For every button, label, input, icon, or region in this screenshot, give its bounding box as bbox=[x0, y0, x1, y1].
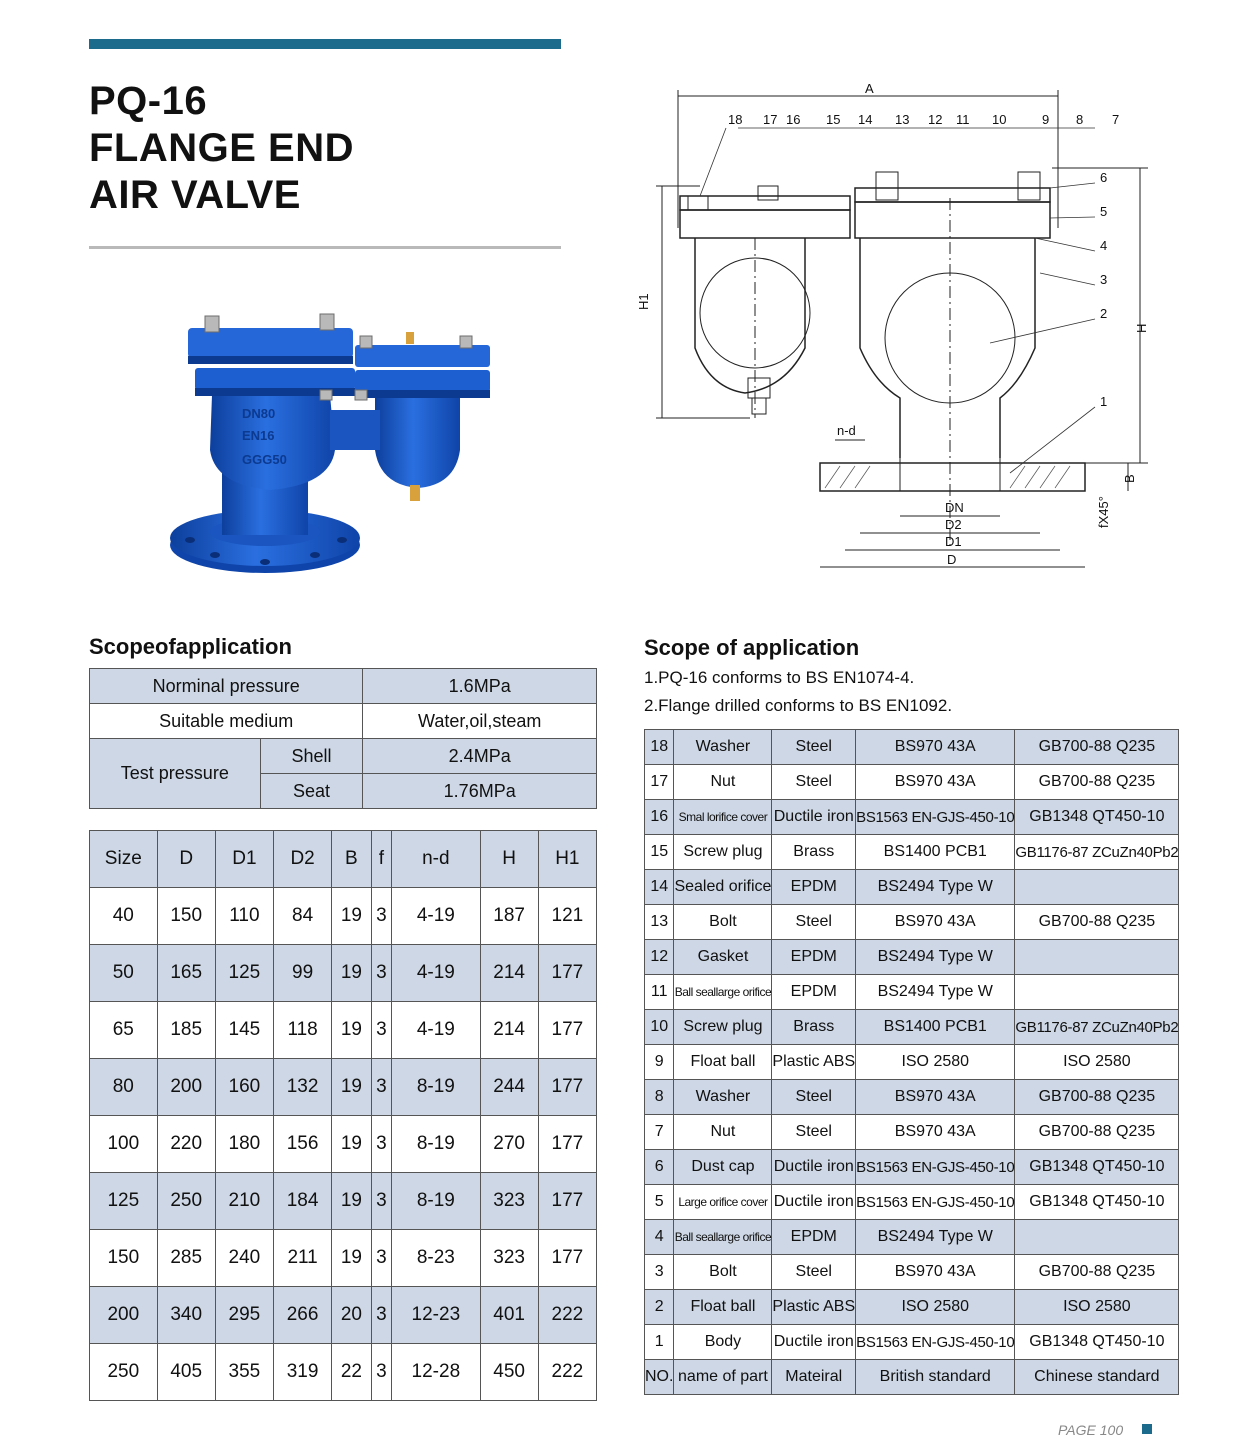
spec-heading: Scopeofapplication bbox=[89, 634, 292, 659]
parts-cell: Ductile iron bbox=[772, 1185, 856, 1220]
shell-value: 2.4MPa bbox=[363, 739, 597, 774]
parts-cell: Large orifice cover bbox=[674, 1185, 772, 1220]
dim-label-b: B bbox=[1122, 474, 1137, 483]
parts-cell: 11 bbox=[645, 975, 674, 1010]
parts-cell: BS970 43A bbox=[856, 1115, 1015, 1150]
dims-row bbox=[90, 888, 597, 945]
parts-cell: Ductile iron bbox=[772, 800, 856, 835]
dims-header-cell: Size bbox=[90, 831, 158, 888]
dims-header-row bbox=[90, 831, 597, 888]
dims-cell: 240 bbox=[215, 1230, 273, 1287]
parts-cell: 7 bbox=[645, 1115, 674, 1150]
parts-row bbox=[645, 1220, 1179, 1255]
parts-row bbox=[645, 1325, 1179, 1360]
dims-cell: 19 bbox=[332, 1059, 371, 1116]
dims-cell: 84 bbox=[273, 888, 331, 945]
dims-cell: 150 bbox=[157, 888, 215, 945]
parts-cell: BS970 43A bbox=[856, 1080, 1015, 1115]
part-label-18: 18 bbox=[728, 112, 743, 127]
dims-cell: 145 bbox=[215, 1002, 273, 1059]
dims-cell: 222 bbox=[538, 1344, 596, 1401]
dims-cell: 8-19 bbox=[392, 1059, 480, 1116]
parts-cell: Steel bbox=[772, 1115, 856, 1150]
dim-label-h1: H1 bbox=[636, 293, 651, 310]
parts-cell: BS1400 PCB1 bbox=[856, 1010, 1015, 1045]
parts-cell: name of part bbox=[674, 1360, 772, 1395]
page-title bbox=[89, 78, 569, 219]
parts-cell: EPDM bbox=[772, 975, 856, 1010]
part-label-13: 13 bbox=[895, 112, 910, 127]
parts-row bbox=[645, 1185, 1179, 1220]
parts-row bbox=[645, 1255, 1179, 1290]
casting-text-3: GGG50 bbox=[242, 452, 287, 467]
parts-table bbox=[644, 729, 1179, 1395]
parts-cell: 13 bbox=[645, 905, 674, 940]
parts-cell: Steel bbox=[772, 1255, 856, 1290]
dim-label-f: fX45° bbox=[1096, 496, 1111, 528]
parts-cell: GB700-88 Q235 bbox=[1015, 765, 1179, 800]
parts-cell: Bolt bbox=[674, 1255, 772, 1290]
dims-header-cell: D bbox=[157, 831, 215, 888]
dims-cell: 125 bbox=[90, 1173, 158, 1230]
parts-row bbox=[645, 730, 1179, 765]
dims-cell: 214 bbox=[480, 945, 538, 1002]
dims-cell: 121 bbox=[538, 888, 596, 945]
dims-cell: 250 bbox=[90, 1344, 158, 1401]
dims-header-cell: H bbox=[480, 831, 538, 888]
dims-cell: 19 bbox=[332, 1002, 371, 1059]
part-label-7: 7 bbox=[1112, 112, 1120, 127]
parts-cell: Brass bbox=[772, 835, 856, 870]
dims-cell: 8-19 bbox=[392, 1116, 480, 1173]
dims-row bbox=[90, 1059, 597, 1116]
parts-cell bbox=[1015, 975, 1179, 1010]
parts-cell: Mateiral bbox=[772, 1360, 856, 1395]
part-label-9: 9 bbox=[1042, 112, 1050, 127]
sectional-drawing bbox=[636, 78, 1160, 578]
parts-cell: Washer bbox=[674, 730, 772, 765]
parts-cell: Washer bbox=[674, 1080, 772, 1115]
dims-cell: 244 bbox=[480, 1059, 538, 1116]
part-label-14: 14 bbox=[858, 112, 873, 127]
dims-cell: 4-19 bbox=[392, 945, 480, 1002]
parts-cell: EPDM bbox=[772, 1220, 856, 1255]
dims-row bbox=[90, 1173, 597, 1230]
dims-cell: 210 bbox=[215, 1173, 273, 1230]
parts-cell: GB1348 QT450-10 bbox=[1015, 800, 1179, 835]
parts-cell: Body bbox=[674, 1325, 772, 1360]
dims-cell: 118 bbox=[273, 1002, 331, 1059]
dims-cell: 187 bbox=[480, 888, 538, 945]
parts-cell: BS1563 EN-GJS-450-10 bbox=[856, 1325, 1015, 1360]
parts-cell: BS1563 EN-GJS-450-10 bbox=[856, 1185, 1015, 1220]
part-label-4: 4 bbox=[1100, 238, 1108, 253]
parts-cell: GB1176-87 ZCuZn40Pb2 bbox=[1015, 835, 1179, 870]
parts-cell: Ductile iron bbox=[772, 1325, 856, 1360]
parts-row bbox=[645, 765, 1179, 800]
parts-cell: Steel bbox=[772, 1080, 856, 1115]
part-label-10: 10 bbox=[992, 112, 1007, 127]
dims-cell: 8-19 bbox=[392, 1173, 480, 1230]
parts-cell: ISO 2580 bbox=[856, 1045, 1015, 1080]
title-line-2: FLANGE END bbox=[89, 126, 354, 170]
parts-cell: 17 bbox=[645, 765, 674, 800]
parts-row bbox=[645, 1150, 1179, 1185]
dims-cell: 3 bbox=[371, 1287, 392, 1344]
page-number: PAGE 100 bbox=[1058, 1422, 1124, 1438]
scope-line-2: 2.Flange drilled conforms to BS EN1092. bbox=[644, 696, 953, 715]
scope-line-1: 1.PQ-16 conforms to BS EN1074-4. bbox=[644, 668, 915, 687]
part-label-6: 6 bbox=[1100, 170, 1108, 185]
parts-cell: GB700-88 Q235 bbox=[1015, 1080, 1179, 1115]
parts-cell: BS2494 Type W bbox=[856, 975, 1015, 1010]
parts-cell: Steel bbox=[772, 905, 856, 940]
parts-cell: 10 bbox=[645, 1010, 674, 1045]
scope-heading: Scope of application bbox=[644, 635, 860, 660]
dims-cell: 450 bbox=[480, 1344, 538, 1401]
nominal-pressure-value: 1.6MPa bbox=[363, 669, 597, 704]
part-label-12: 12 bbox=[928, 112, 943, 127]
dims-cell: 3 bbox=[371, 1173, 392, 1230]
dims-cell: 20 bbox=[332, 1287, 371, 1344]
parts-cell: ISO 2580 bbox=[856, 1290, 1015, 1325]
parts-cell: 15 bbox=[645, 835, 674, 870]
parts-cell: 12 bbox=[645, 940, 674, 975]
parts-cell: Nut bbox=[674, 765, 772, 800]
dims-cell: 177 bbox=[538, 1002, 596, 1059]
seat-label: Seat bbox=[260, 774, 363, 809]
dims-cell: 214 bbox=[480, 1002, 538, 1059]
parts-cell: GB1348 QT450-10 bbox=[1015, 1325, 1179, 1360]
dims-cell: 177 bbox=[538, 1116, 596, 1173]
dims-header-cell: f bbox=[371, 831, 392, 888]
dims-cell: 3 bbox=[371, 1059, 392, 1116]
dims-cell: 405 bbox=[157, 1344, 215, 1401]
dims-cell: 285 bbox=[157, 1230, 215, 1287]
seat-value: 1.76MPa bbox=[363, 774, 597, 809]
dims-cell: 22 bbox=[332, 1344, 371, 1401]
dims-cell: 19 bbox=[332, 1230, 371, 1287]
part-label-2: 2 bbox=[1100, 306, 1108, 321]
parts-cell: BS1563 EN-GJS-450-10 bbox=[856, 800, 1015, 835]
title-line-1: PQ-16 bbox=[89, 79, 208, 123]
parts-cell: GB700-88 Q235 bbox=[1015, 1115, 1179, 1150]
test-pressure-label: Test pressure bbox=[90, 739, 261, 809]
part-label-1: 1 bbox=[1100, 394, 1108, 409]
parts-cell: NO. bbox=[645, 1360, 674, 1395]
parts-cell: Ball seallarge orifice bbox=[674, 975, 772, 1010]
dims-cell: 295 bbox=[215, 1287, 273, 1344]
dims-row bbox=[90, 1287, 597, 1344]
dims-cell: 156 bbox=[273, 1116, 331, 1173]
dims-cell: 19 bbox=[332, 888, 371, 945]
parts-cell: Plastic ABS bbox=[772, 1045, 856, 1080]
parts-cell: 6 bbox=[645, 1150, 674, 1185]
dims-cell: 266 bbox=[273, 1287, 331, 1344]
dims-cell: 160 bbox=[215, 1059, 273, 1116]
dims-cell: 270 bbox=[480, 1116, 538, 1173]
dims-cell: 19 bbox=[332, 1173, 371, 1230]
dim-label-d2: D2 bbox=[945, 517, 962, 532]
dim-label-h: H bbox=[1134, 323, 1149, 333]
parts-cell: GB700-88 Q235 bbox=[1015, 905, 1179, 940]
dims-row bbox=[90, 1230, 597, 1287]
parts-cell: 14 bbox=[645, 870, 674, 905]
dims-cell: 150 bbox=[90, 1230, 158, 1287]
parts-row bbox=[645, 800, 1179, 835]
parts-row bbox=[645, 870, 1179, 905]
dims-cell: 3 bbox=[371, 888, 392, 945]
dims-cell: 19 bbox=[332, 1116, 371, 1173]
parts-row bbox=[645, 975, 1179, 1010]
parts-cell: Steel bbox=[772, 730, 856, 765]
dims-cell: 100 bbox=[90, 1116, 158, 1173]
parts-cell: GB1348 QT450-10 bbox=[1015, 1185, 1179, 1220]
dims-cell: 65 bbox=[90, 1002, 158, 1059]
dims-cell: 12-23 bbox=[392, 1287, 480, 1344]
dims-cell: 4-19 bbox=[392, 1002, 480, 1059]
footer-marker bbox=[1142, 1424, 1152, 1434]
parts-cell: Dust cap bbox=[674, 1150, 772, 1185]
dims-cell: 250 bbox=[157, 1173, 215, 1230]
parts-cell: Screw plug bbox=[674, 835, 772, 870]
parts-cell: GB1176-87 ZCuZn40Pb2 bbox=[1015, 1010, 1179, 1045]
dim-label-nd: n-d bbox=[837, 423, 856, 438]
dimensions-table bbox=[89, 830, 597, 1401]
dims-cell: 3 bbox=[371, 1002, 392, 1059]
parts-cell: GB700-88 Q235 bbox=[1015, 730, 1179, 765]
title-line-3: AIR VALVE bbox=[89, 173, 301, 217]
parts-cell: British standard bbox=[856, 1360, 1015, 1395]
parts-cell bbox=[1015, 940, 1179, 975]
dims-cell: 3 bbox=[371, 1230, 392, 1287]
dims-cell: 19 bbox=[332, 945, 371, 1002]
valve-photo bbox=[160, 300, 500, 590]
dims-cell: 12-28 bbox=[392, 1344, 480, 1401]
parts-cell: Screw plug bbox=[674, 1010, 772, 1045]
dims-cell: 211 bbox=[273, 1230, 331, 1287]
parts-row bbox=[645, 1010, 1179, 1045]
dims-row bbox=[90, 945, 597, 1002]
spec-table bbox=[89, 668, 597, 809]
parts-cell: BS2494 Type W bbox=[856, 870, 1015, 905]
parts-cell bbox=[1015, 1220, 1179, 1255]
parts-cell bbox=[1015, 870, 1179, 905]
dims-row bbox=[90, 1002, 597, 1059]
parts-cell: BS1400 PCB1 bbox=[856, 835, 1015, 870]
nominal-pressure-label: Norminal pressure bbox=[90, 669, 363, 704]
parts-cell: 1 bbox=[645, 1325, 674, 1360]
dims-cell: 340 bbox=[157, 1287, 215, 1344]
parts-row bbox=[645, 940, 1179, 975]
parts-cell: GB1348 QT450-10 bbox=[1015, 1150, 1179, 1185]
dims-cell: 40 bbox=[90, 888, 158, 945]
dims-cell: 8-23 bbox=[392, 1230, 480, 1287]
dims-cell: 3 bbox=[371, 1116, 392, 1173]
parts-cell: BS2494 Type W bbox=[856, 940, 1015, 975]
parts-cell: Nut bbox=[674, 1115, 772, 1150]
shell-label: Shell bbox=[260, 739, 363, 774]
dims-cell: 323 bbox=[480, 1230, 538, 1287]
suitable-medium-label: Suitable medium bbox=[90, 704, 363, 739]
parts-cell: 8 bbox=[645, 1080, 674, 1115]
dims-cell: 99 bbox=[273, 945, 331, 1002]
parts-row bbox=[645, 905, 1179, 940]
dims-header-cell: B bbox=[332, 831, 371, 888]
dims-header-cell: D2 bbox=[273, 831, 331, 888]
parts-cell: BS2494 Type W bbox=[856, 1220, 1015, 1255]
scope-lines bbox=[644, 664, 952, 720]
dims-cell: 355 bbox=[215, 1344, 273, 1401]
parts-cell: BS1563 EN-GJS-450-10 bbox=[856, 1150, 1015, 1185]
parts-cell: Ball seallarge orifice bbox=[674, 1220, 772, 1255]
parts-cell: ISO 2580 bbox=[1015, 1290, 1179, 1325]
dims-cell: 3 bbox=[371, 945, 392, 1002]
title-divider bbox=[89, 246, 561, 249]
dims-cell: 4-19 bbox=[392, 888, 480, 945]
parts-cell: BS970 43A bbox=[856, 765, 1015, 800]
parts-row bbox=[645, 1045, 1179, 1080]
dims-cell: 80 bbox=[90, 1059, 158, 1116]
dims-row bbox=[90, 1116, 597, 1173]
parts-cell: Chinese standard bbox=[1015, 1360, 1179, 1395]
dims-cell: 165 bbox=[157, 945, 215, 1002]
dims-cell: 177 bbox=[538, 1173, 596, 1230]
parts-cell: Steel bbox=[772, 765, 856, 800]
parts-cell: 9 bbox=[645, 1045, 674, 1080]
parts-row bbox=[645, 835, 1179, 870]
dims-cell: 125 bbox=[215, 945, 273, 1002]
dims-header-cell: n-d bbox=[392, 831, 480, 888]
parts-cell: 2 bbox=[645, 1290, 674, 1325]
parts-cell: Float ball bbox=[674, 1290, 772, 1325]
parts-cell: 5 bbox=[645, 1185, 674, 1220]
dims-cell: 110 bbox=[215, 888, 273, 945]
dims-cell: 132 bbox=[273, 1059, 331, 1116]
part-label-5: 5 bbox=[1100, 204, 1108, 219]
dims-cell: 177 bbox=[538, 1059, 596, 1116]
dims-cell: 3 bbox=[371, 1344, 392, 1401]
dim-label-a: A bbox=[865, 81, 874, 96]
dims-cell: 177 bbox=[538, 1230, 596, 1287]
parts-cell: 16 bbox=[645, 800, 674, 835]
part-label-3: 3 bbox=[1100, 272, 1108, 287]
parts-row bbox=[645, 1080, 1179, 1115]
dims-cell: 319 bbox=[273, 1344, 331, 1401]
parts-cell: 3 bbox=[645, 1255, 674, 1290]
part-label-16: 16 bbox=[786, 112, 801, 127]
casting-text-2: EN16 bbox=[242, 428, 275, 443]
dims-cell: 323 bbox=[480, 1173, 538, 1230]
dims-cell: 222 bbox=[538, 1287, 596, 1344]
dims-cell: 184 bbox=[273, 1173, 331, 1230]
parts-cell: Smal lorifice cover bbox=[674, 800, 772, 835]
parts-cell: Bolt bbox=[674, 905, 772, 940]
dims-cell: 401 bbox=[480, 1287, 538, 1344]
dims-cell: 200 bbox=[157, 1059, 215, 1116]
parts-row bbox=[645, 1290, 1179, 1325]
parts-row bbox=[645, 1115, 1179, 1150]
casting-text-1: DN80 bbox=[242, 406, 276, 421]
dims-header-cell: D1 bbox=[215, 831, 273, 888]
parts-cell: Brass bbox=[772, 1010, 856, 1045]
part-label-17: 17 bbox=[763, 112, 778, 127]
parts-cell: BS970 43A bbox=[856, 730, 1015, 765]
dim-label-dn: DN bbox=[945, 500, 964, 515]
parts-cell: BS970 43A bbox=[856, 905, 1015, 940]
dims-row bbox=[90, 1344, 597, 1401]
parts-cell: Sealed orifice bbox=[674, 870, 772, 905]
parts-cell: Gasket bbox=[674, 940, 772, 975]
part-label-11: 11 bbox=[956, 112, 970, 127]
dims-cell: 177 bbox=[538, 945, 596, 1002]
dim-label-d1: D1 bbox=[945, 534, 962, 549]
dims-cell: 50 bbox=[90, 945, 158, 1002]
parts-cell: 4 bbox=[645, 1220, 674, 1255]
parts-cell: EPDM bbox=[772, 870, 856, 905]
parts-cell: BS970 43A bbox=[856, 1255, 1015, 1290]
part-label-8: 8 bbox=[1076, 112, 1084, 127]
accent-bar bbox=[89, 39, 561, 49]
parts-cell: Plastic ABS bbox=[772, 1290, 856, 1325]
dims-cell: 180 bbox=[215, 1116, 273, 1173]
suitable-medium-value: Water,oil,steam bbox=[363, 704, 597, 739]
dim-label-d: D bbox=[947, 552, 957, 567]
parts-cell: GB700-88 Q235 bbox=[1015, 1255, 1179, 1290]
dims-cell: 220 bbox=[157, 1116, 215, 1173]
parts-cell: EPDM bbox=[772, 940, 856, 975]
parts-cell: Ductile iron bbox=[772, 1150, 856, 1185]
parts-cell: Float ball bbox=[674, 1045, 772, 1080]
dims-cell: 200 bbox=[90, 1287, 158, 1344]
dims-header-cell: H1 bbox=[538, 831, 596, 888]
parts-cell: 18 bbox=[645, 730, 674, 765]
dims-cell: 185 bbox=[157, 1002, 215, 1059]
part-label-15: 15 bbox=[826, 112, 841, 127]
parts-cell: ISO 2580 bbox=[1015, 1045, 1179, 1080]
parts-header-row bbox=[645, 1360, 1179, 1395]
